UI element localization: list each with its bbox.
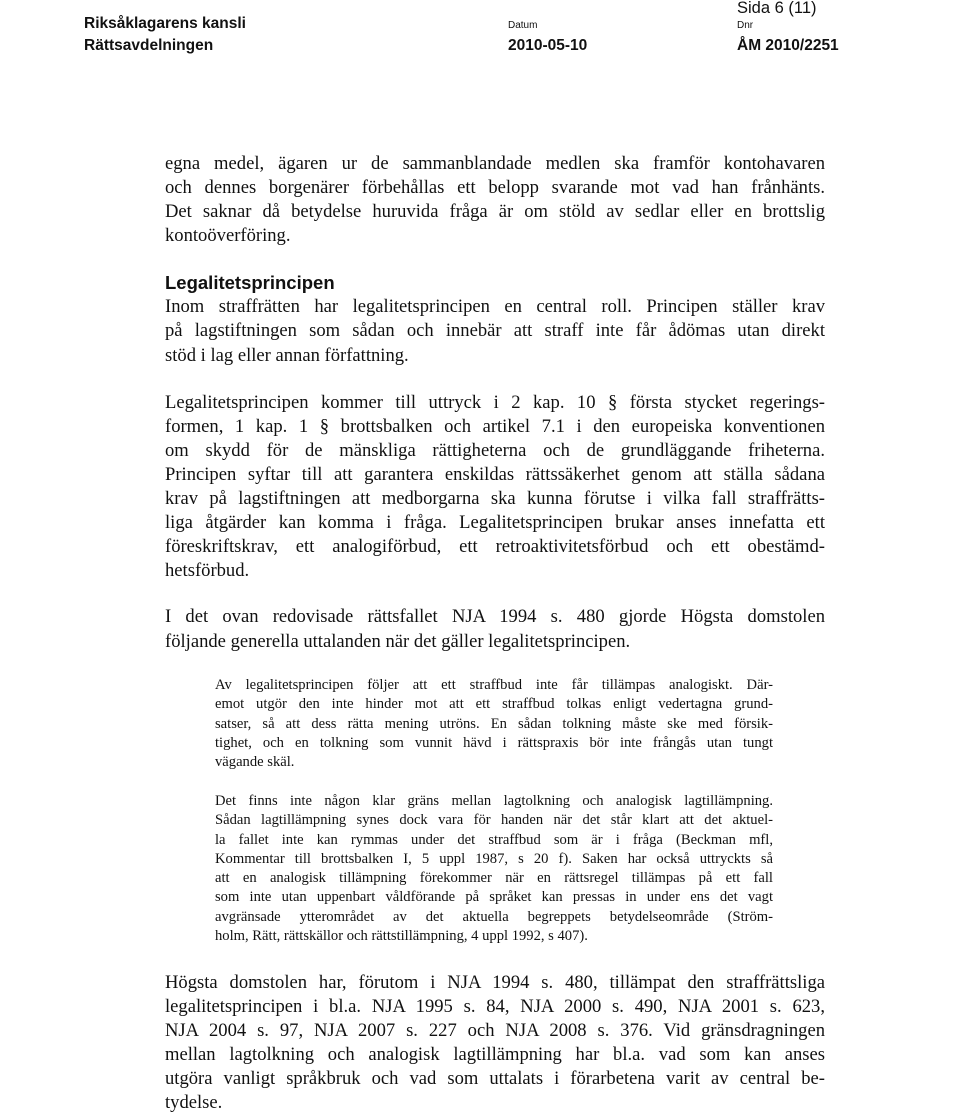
text-line: avgränsade ytterområdet av det aktuella begreppets betydelseområde (Ström-	[215, 908, 773, 925]
text-line: Principen syftar till att garantera enskildas rättssäkerhet genom att ställa sådana	[165, 463, 825, 485]
quote-1-text	[215, 676, 773, 772]
main-text	[165, 152, 825, 654]
text-line: tydelse.	[165, 1092, 223, 1114]
date-value: 2010-05-10	[508, 37, 588, 54]
paragraph-3	[165, 391, 825, 584]
page-number: Sida 6 (11)	[737, 0, 817, 17]
text-line: hetsförbud.	[165, 560, 250, 582]
text-line: och dennes borgenärer förbehållas ett belopp svarande mot vad han frånhänts.	[165, 177, 825, 199]
paragraph-4	[165, 605, 825, 653]
text-line: Kommentar till brottsbalken I, 5 uppl 1987, s 20 f). Saken har också uttryckts så	[215, 850, 773, 867]
org-name: Riksåklagarens kansli	[84, 15, 246, 32]
text-line: föreskriftskrav, ett analogiförbud, ett retroaktivitetsförbud och ett obestämd-	[165, 536, 825, 558]
text-line: på lagstiftningen som sådan och innebär att straff inte får ådömas utan direkt	[165, 320, 825, 342]
section-heading: Legalitetsprincipen	[165, 272, 335, 294]
paragraph-2	[165, 295, 825, 367]
text-line: följande generella uttalanden när det gäller legalitetsprincipen.	[165, 630, 631, 652]
text-line: Inom straffrätten har legalitetsprincipen en central roll. Principen ställer krav	[165, 296, 825, 318]
text-line: tighet, och en tolkning som vunnit hävd i rättspraxis bör inte frångås utan tungt	[215, 734, 773, 751]
text-line: som inte utan uppenbart våldförande på språket kan pressas in under ens det vagt	[215, 889, 773, 906]
date-label: Datum	[508, 20, 538, 31]
text-line: mellan lagtolkning och analogisk lagtillämpning har bl.a. vad som kan anses	[165, 1044, 825, 1066]
text-line: legalitetsprincipen i bl.a. NJA 1995 s. 84, NJA 2000 s. 490, NJA 2001 s. 623,	[165, 996, 825, 1018]
text-line: satser, så att dess rätta mening utröns. En sådan tolkning måste ske med försik-	[215, 715, 773, 732]
block-quote-2	[215, 792, 773, 946]
text-line: stöd i lag eller annan författning.	[165, 344, 409, 366]
text-line: egna medel, ägaren ur de sammanblandade medlen ska framför kontohavaren	[165, 153, 825, 174]
text-line: krav på lagstiftningen att medborgarna ska kunna förutse i vilka fall straffrätts-	[165, 488, 825, 510]
text-line: NJA 2004 s. 97, NJA 2007 s. 227 och NJA 2008 s. 376. Vid gränsdragningen	[165, 1020, 825, 1042]
text-line: Legalitetsprincipen kommer till uttryck i 2 kap. 10 § första stycket regerings-	[165, 391, 825, 413]
text-line: kontoöverföring.	[165, 225, 291, 247]
text-line: Det finns inte någon klar gräns mellan lagtolkning och analogisk lagtillämpning.	[215, 793, 773, 809]
text-line: Sådan lagtillämpning synes dock vara för handen när det står klart att det aktuel-	[215, 812, 773, 829]
department-name: Rättsavdelningen	[84, 37, 214, 54]
text-line: emot utgör den inte hinder mot att ett straffbud tolkas enligt vedertagna grund-	[215, 696, 773, 713]
text-line: utgöra vanligt språkbruk och vad som uttalats i förarbetena varit av central be-	[165, 1068, 825, 1090]
text-line: holm, Rätt, rättskällor och rättstillämpning, 4 uppl 1992, s 407).	[215, 928, 588, 945]
paragraph-5	[165, 971, 825, 1116]
quote-2-text	[215, 792, 773, 946]
text-line: vägande skäl.	[215, 754, 295, 771]
dnr-label: Dnr	[737, 20, 754, 31]
page-header	[0, 0, 960, 60]
text-line: Högsta domstolen har, förutom i NJA 1994 s. 480, tillämpat den straffrättsliga	[165, 972, 825, 993]
paragraph-1	[165, 152, 825, 248]
text-line: formen, 1 kap. 1 § brottsbalken och artikel 7.1 i den europeiska konventionen	[165, 415, 825, 437]
text-line: liga åtgärder kan komma i fråga. Legalitetsprincipen brukar anses innefatta ett	[165, 512, 825, 534]
text-line: Det saknar då betydelse huruvida fråga är om stöld av sedlar eller en brottslig	[165, 201, 825, 223]
closing-paragraph	[165, 971, 825, 1116]
text-line: om skydd för de mänskliga rättigheterna och de grundläggande friheterna.	[165, 439, 825, 461]
text-line: att en analogisk tillämpning förekommer när en rättsregel tillämpas på ett fall	[215, 870, 773, 887]
text-line: Av legalitetsprincipen följer att ett straffbud inte får tillämpas analogiskt. Där-	[215, 677, 773, 693]
text-line: la fallet inte kan rymmas under det straffbud som är i fråga (Beckman mfl,	[215, 831, 773, 848]
dnr-value: ÅM 2010/2251	[737, 37, 839, 54]
block-quote-1	[215, 676, 773, 772]
text-line: I det ovan redovisade rättsfallet NJA 1994 s. 480 gjorde Högsta domstolen	[165, 606, 825, 628]
